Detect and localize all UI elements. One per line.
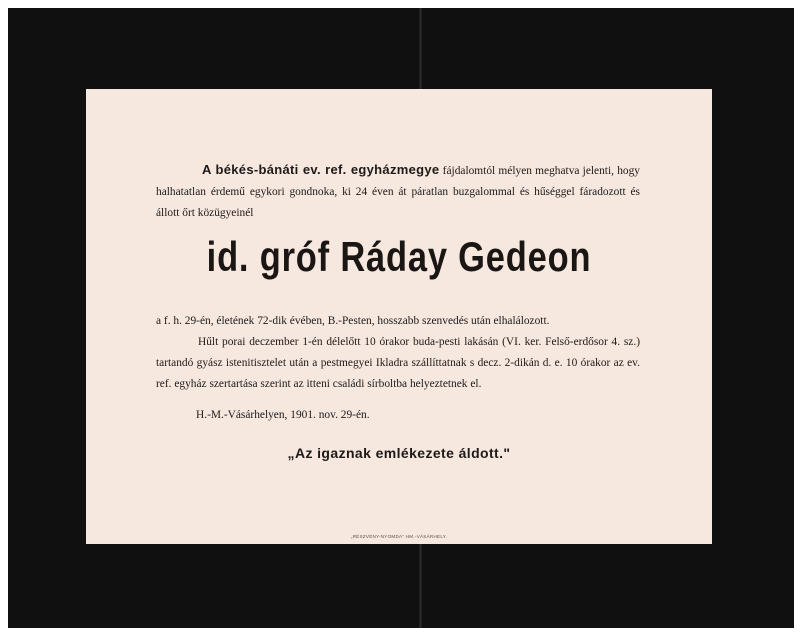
intro-text: fájdalomtól mélyen meghatva jelenti, hogy halhatatlan érdemű egykori gondnoka, ki 24 éven át páratlan buzgalommal és hűséggel fáradozott és állott őrt közügyeinél [156, 165, 640, 219]
motto: „Az igaznak emlékezete áldott." [287, 445, 511, 461]
sender-name: A békés-bánáti ev. ref. egyházmegye [202, 162, 440, 177]
death-notice: a f. h. 29-én, életének 72-dik évében, B.-Pesten, hosszabb szenvedés után elhalálozott. [156, 315, 550, 327]
obituary-notice [86, 89, 712, 544]
place-date: H.-M.-Vásárhelyen, 1901. nov. 29-én. [196, 409, 370, 421]
funeral-details: Hűlt porai deczember 1-én délelőtt 10 órakor buda-pesti lakásán (VI. ker. Felső-erdősor 4. sz.) tartandó gyász istenitisztelet után a pestmegyei Ikladra szállíttatnak s decz. 2-dikán d. e. 10 órakor az ev. ref. egyház szertartása szerint az itteni családi sírboltba helyeztetnek el. [156, 336, 640, 390]
printer-imprint: „RÉSZVÉNY-NYOMDA" HM.-VÁSÁRHELY. [350, 534, 448, 539]
notice-body [156, 311, 640, 395]
deceased-name: id. gróf Ráday Gedeon [206, 233, 592, 280]
intro-paragraph [156, 159, 640, 224]
